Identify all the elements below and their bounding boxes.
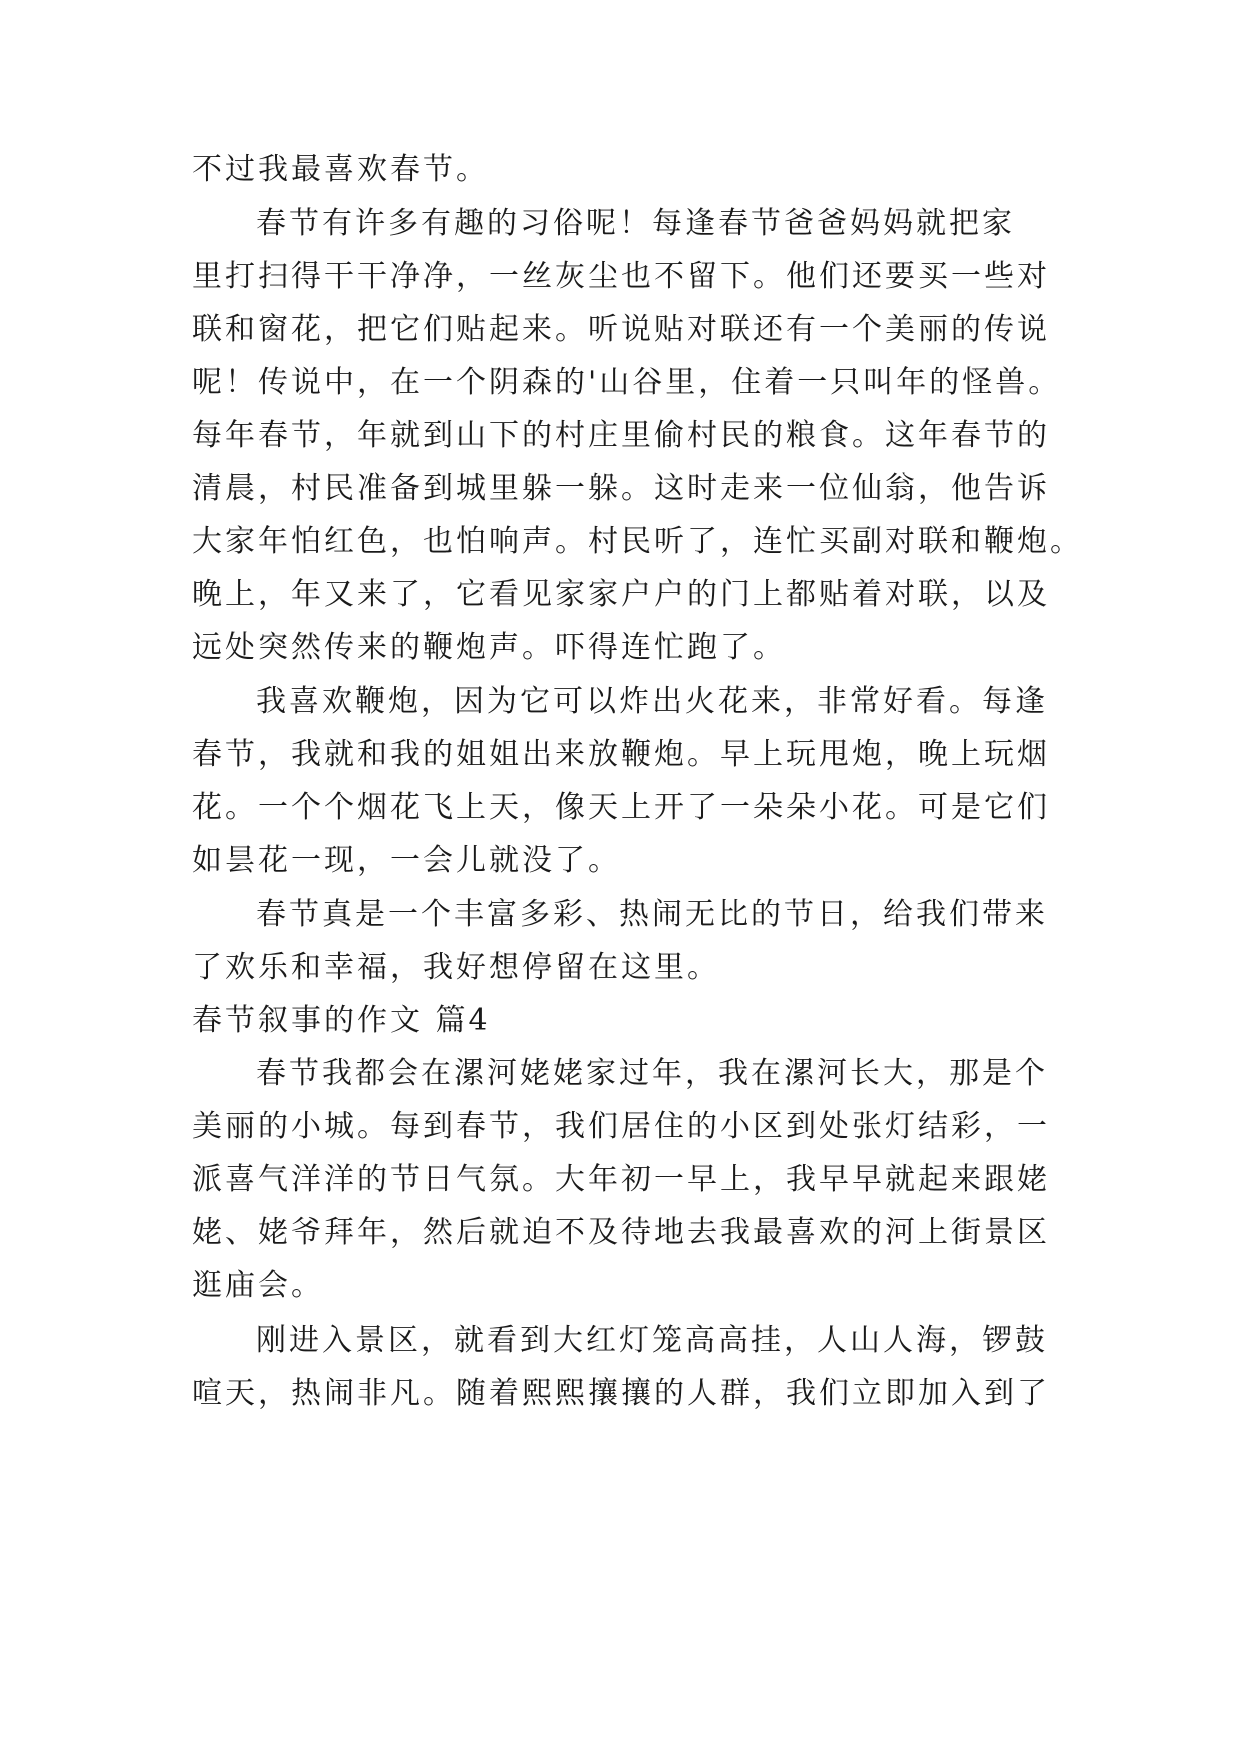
text-line: 派喜气洋洋的节日气氛。大年初一早上，我早早就起来跟姥 (192, 1162, 1050, 1197)
text-line: 了欢乐和幸福，我好想停留在这里。 (192, 950, 720, 985)
section-heading: 春节叙事的作文 篇4 (192, 1003, 491, 1038)
text-line: 远处突然传来的鞭炮声。吓得连忙跑了。 (192, 630, 786, 665)
paragraph-first-line: 刚进入景区，就看到大红灯笼高高挂，人山人海，锣鼓 (256, 1323, 1048, 1358)
text-line: 清晨，村民准备到城里躲一躲。这时走来一位仙翁，他告诉 (192, 471, 1050, 506)
text-line: 每年春节，年就到山下的村庄里偷村民的粮食。这年春节的 (192, 418, 1050, 453)
text-line: 不过我最喜欢春节。 (192, 152, 489, 187)
text-line: 美丽的小城。每到春节，我们居住的小区到处张灯结彩，一 (192, 1109, 1050, 1144)
text-line: 姥、姥爷拜年，然后就迫不及待地去我最喜欢的河上街景区 (192, 1215, 1050, 1250)
text-line: 如昙花一现，一会儿就没了。 (192, 843, 621, 878)
paragraph-first-line: 春节真是一个丰富多彩、热闹无比的节日，给我们带来 (256, 897, 1048, 932)
text-line: 联和窗花，把它们贴起来。听说贴对联还有一个美丽的传说 (192, 312, 1050, 347)
text-line: 喧天，热闹非凡。随着熙熙攘攘的人群，我们立即加入到了 (192, 1376, 1050, 1411)
text-line: 逛庙会。 (192, 1268, 324, 1303)
paragraph-first-line: 春节我都会在漯河姥姥家过年，我在漯河长大，那是个 (256, 1056, 1048, 1091)
text-line: 花。一个个烟花飞上天，像天上开了一朵朵小花。可是它们 (192, 790, 1050, 825)
text-line: 里打扫得干干净净，一丝灰尘也不留下。他们还要买一些对 (192, 259, 1050, 294)
text-line: 大家年怕红色，也怕响声。村民听了，连忙买副对联和鞭炮。 (192, 524, 1083, 559)
paragraph-first-line: 我喜欢鞭炮，因为它可以炸出火花来，非常好看。每逢 (256, 684, 1048, 719)
text-line: 呢！传说中，在一个阴森的'山谷里，住着一只叫年的怪兽。 (192, 365, 1062, 400)
text-line: 晚上，年又来了，它看见家家户户的门上都贴着对联，以及 (192, 577, 1050, 612)
text-line: 春节，我就和我的姐姐出来放鞭炮。早上玩甩炮，晚上玩烟 (192, 737, 1050, 772)
paragraph-first-line: 春节有许多有趣的习俗呢！每逢春节爸爸妈妈就把家 (256, 206, 1015, 241)
